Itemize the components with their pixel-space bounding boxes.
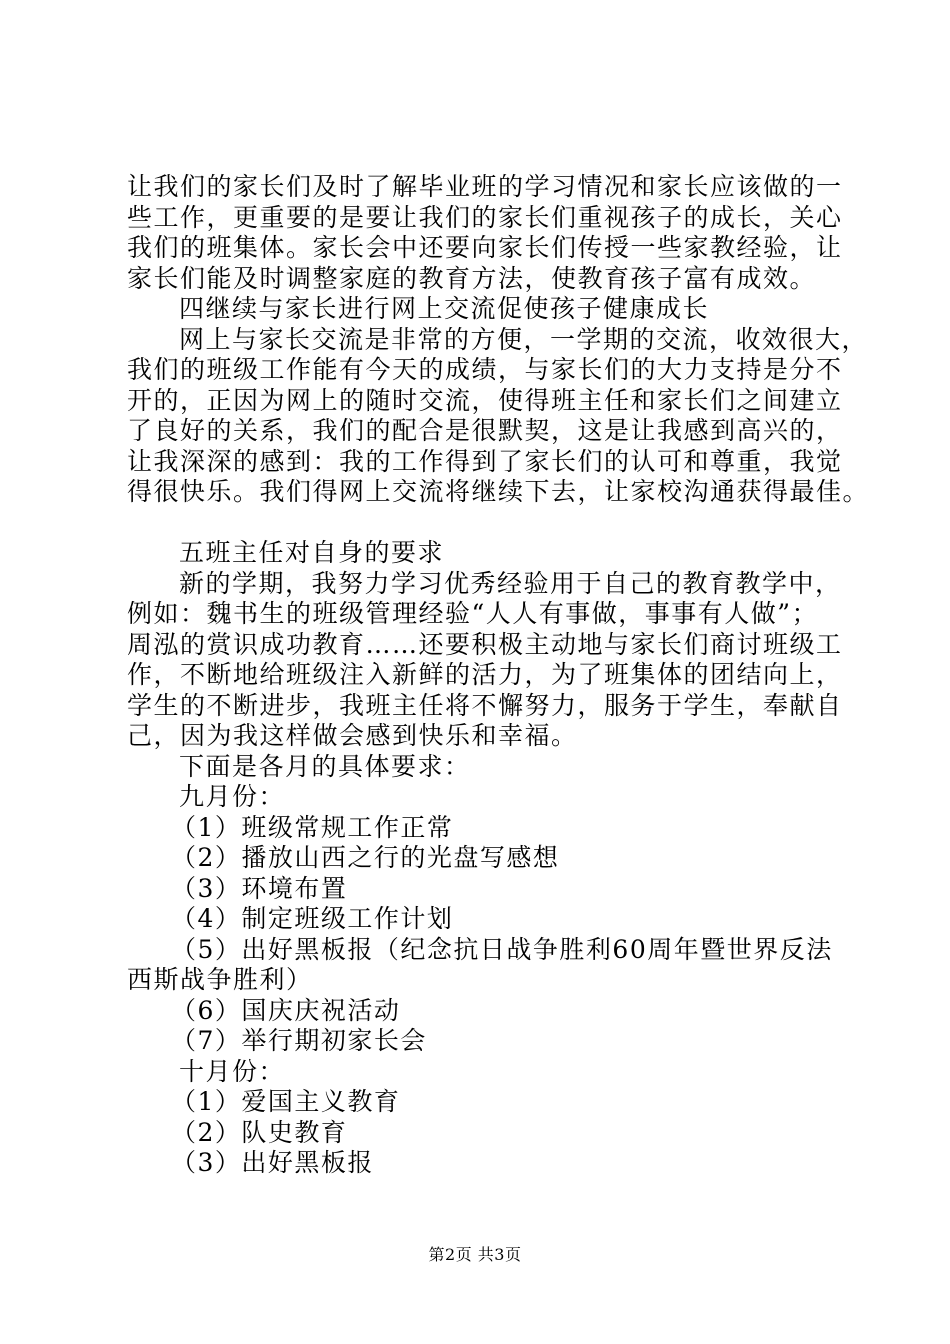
blank-line — [127, 508, 847, 539]
text-line: （2）队史教育 — [171, 1117, 348, 1147]
text-line: （1）爱国主义教育 — [171, 1087, 401, 1116]
text-line: 九月份： — [179, 782, 286, 811]
text-line: 例如：魏书生的班级管理经验“人人有事做，事事有人做”； — [127, 599, 819, 628]
text-line: 下面是各月的具体要求： — [179, 751, 471, 781]
page-footer: 第2页 共3页 — [428, 1245, 522, 1264]
body-text — [127, 172, 870, 1179]
text-line: 十月份： — [179, 1056, 286, 1086]
text-line: 五班主任对自身的要求 — [179, 538, 445, 567]
text-line: （1）班级常规工作正常 — [171, 812, 454, 842]
text-line: （4）制定班级工作计划 — [171, 904, 454, 933]
text-line: （5）出好黑板报（纪念抗日战争胜利60周年暨世界反法 — [171, 934, 833, 964]
text-line: 了良好的关系，我们的配合是很默契，这是让我感到高兴的， — [127, 416, 843, 445]
text-line: 让我们的家长们及时了解毕业班的学习情况和家长应该做的一 — [127, 172, 843, 201]
text-line: 让我深深的感到：我的工作得到了家长们的认可和尊重，我觉 — [127, 446, 843, 476]
text-line: 家长们能及时调整家庭的教育方法，使教育孩子富有成效。 — [127, 263, 817, 293]
text-line: 我们的班集体。家长会中还要向家长们传授一些家教经验，让 — [127, 233, 843, 262]
text-line: 学生的不断进步，我班主任将不懈努力，服务于学生，奉献自 — [127, 690, 843, 720]
text-line: （3）出好黑板报 — [171, 1148, 374, 1177]
text-line: （2）播放山西之行的光盘写感想 — [171, 843, 560, 872]
text-line: 些工作，更重要的是要让我们的家长们重视孩子的成长，关心 — [127, 202, 843, 232]
text-line: 我们的班级工作能有今天的成绩，与家长们的大力支持是分不 — [127, 355, 843, 384]
text-line: 新的学期，我努力学习优秀经验用于自己的教育教学中， — [179, 568, 842, 598]
text-line: 网上与家长交流是非常的方便，一学期的交流，收效很大， — [179, 324, 869, 354]
text-line: 西斯战争胜利） — [127, 965, 313, 994]
text-line: 周泓的赏识成功教育……还要积极主动地与家长们商讨班级工 — [127, 629, 843, 659]
text-line: 开的，正因为网上的随时交流，使得班主任和家长们之间建立 — [127, 385, 843, 415]
text-line: （6）国庆庆祝活动 — [171, 995, 401, 1025]
text-line: （3）环境布置 — [171, 873, 348, 903]
text-line: 得很快乐。我们得网上交流将继续下去，让家校沟通获得最佳。 — [127, 477, 870, 506]
text-line: 四继续与家长进行网上交流促使孩子健康成长 — [179, 294, 710, 323]
text-line: （7）举行期初家长会 — [171, 1026, 427, 1055]
text-line: 己，因为我这样做会感到快乐和幸福。 — [127, 721, 578, 750]
text-line: 作，不断地给班级注入新鲜的活力，为了班集体的团结向上， — [127, 660, 843, 689]
